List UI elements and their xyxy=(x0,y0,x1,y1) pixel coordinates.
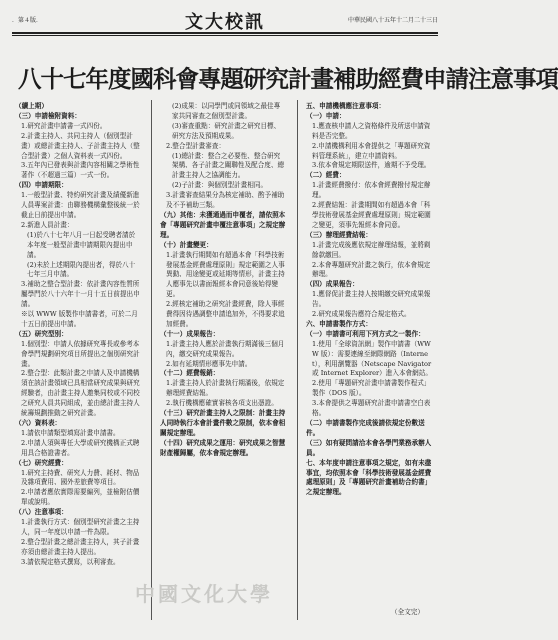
article-paragraph: 2.經核定補助之研究計畫經費，除人事經費得因待遇調整申請追加外，不得要求追加經費。 xyxy=(166,300,285,328)
article-paragraph: 1.應督促計畫主持人按期繳交研究成果報告。 xyxy=(312,290,431,309)
article-paragraph: 2.如有延期情形應事先申請。 xyxy=(166,359,252,368)
article-paragraph: 2.本會專題研究計畫之執行，依本會規定辦理。 xyxy=(312,260,431,279)
article-column-1 xyxy=(15,102,141,622)
article-paragraph: 1.請依申請類型填寫計畫申請書。 xyxy=(21,428,120,437)
article-paragraph: (2)子計畫：與個別型計畫相同。 xyxy=(172,181,268,190)
article-paragraph: 1.計畫經費撥付：依本會經費撥付規定辦理。 xyxy=(312,181,431,200)
article-paragraph: 2.申請機構利用本會提供之「專題研究資料管理系統」，建立申請資料。 xyxy=(312,141,431,160)
article-paragraph: （七）研究經費： xyxy=(15,458,68,467)
article-paragraph: （十一）成果報告： xyxy=(160,329,220,338)
article-paragraph: 六、申請書製作方式： xyxy=(306,319,372,328)
article-paragraph: (2)未於上述期限內提出者，得於八十七年三月申請。 xyxy=(27,260,136,279)
column-divider xyxy=(151,100,152,620)
article-paragraph: （三）辦理經費結報： xyxy=(306,230,372,239)
article-paragraph: (1)於八十七年八月一日起受聘者請於本年度一般型計畫申請期限內提出申請。 xyxy=(27,230,136,259)
article-paragraph: 2.整合型計畫審查： xyxy=(166,141,226,150)
article-paragraph: 2.整合型：此類計畫之申請人及申請機構須在該計畫領域已具相當研究成果與研究經驗者，由計畫主持人邀集同校或不同校之研究人員共同組成，並由總計畫主持人統籌規劃推動之研究計畫。 xyxy=(21,369,140,418)
article-paragraph: 七、本年度申請注意事項之規定，如有未盡事宜，均依照本會「科學技術發展基金經費處理原則」及「專題研究計畫補助合約書」之規定辦理。 xyxy=(306,458,432,497)
article-paragraph: 1.計畫完成後應依規定辦理結報，並將剩餘款繳回。 xyxy=(312,240,431,259)
article-paragraph: 1.一般型計畫、特約研究計畫及績優新進人員專案計畫：由聯務機構彙整後統一於截止日前提出申請。 xyxy=(21,191,140,219)
article-paragraph: （三）申請檢附資料： xyxy=(15,111,81,120)
masthead-title: 文大校訊 xyxy=(185,12,265,33)
article-paragraph: （三）如有疑問請洽本會各學門業務承辦人員。 xyxy=(306,438,432,457)
article-paragraph: 1.計畫執行方式：個別型研究計畫之主持人，同一年度以申請一件為限。 xyxy=(21,518,140,536)
article-paragraph: （續上期） xyxy=(15,102,48,110)
article-paragraph: （四）成果報告： xyxy=(306,280,359,289)
article-paragraph: 2.經費結報：計畫期間如有超過本會「科學技術發展基金經費處理原則」規定範圍之變更，須事先報經本會同意。 xyxy=(312,201,431,229)
article-paragraph: 3.補助之整合型計畫：依計畫內容性質所屬學門於八十六年十一月十五日前提出申請。 xyxy=(21,280,140,309)
article-paragraph: （二）經費： xyxy=(306,171,346,180)
article-paragraph: 3.計畫審查結果分為核定補助、酌予補助及不予補助三類。 xyxy=(166,191,285,210)
article-paragraph: 2.執行機構應確實審核各項支出憑證。 xyxy=(166,399,278,408)
article-paragraph: （十二）經費報銷： xyxy=(160,369,220,378)
article-paragraph: 2.研究成果報告應符合規定格式。 xyxy=(312,310,411,319)
article-column-2 xyxy=(160,102,286,622)
article-paragraph: （一）申請： xyxy=(306,111,346,120)
article-paragraph: （八）注意事項： xyxy=(15,508,68,517)
end-mark: （全文完） xyxy=(391,608,424,616)
article-paragraph: 2.整合型計畫之總計畫主持人，其子計畫亦須由總計畫主持人提出。 xyxy=(21,537,140,556)
article-paragraph: 3.五年內已發表與計畫內容相關之學術性著作（不超過三篇）一式一份。 xyxy=(21,161,140,180)
article-paragraph: 1.研究計畫申請書一式四份。 xyxy=(21,121,107,130)
article-paragraph: 3.本會提供之專題研究計畫申請書空白表格。 xyxy=(312,399,431,418)
article-paragraph: 3.依本會規定期限送件，逾期不予受理。 xyxy=(312,161,431,170)
article-paragraph: （四）申請期限： xyxy=(15,181,68,190)
article-paragraph: ※以 WWW 版製作申請書者，可於二月十五日前提出申請。 xyxy=(21,310,138,328)
article-paragraph: 1.個別型：申請人依據研究專長或參考本會學門規劃研究項目所提出之個別研究計畫。 xyxy=(21,339,140,368)
article-paragraph: （九）其他：未獲通過而申覆者，請依照本會「專題研究計畫申覆注意事項」之規定辦理。 xyxy=(160,210,286,239)
masthead-rule-thin xyxy=(12,35,438,36)
article-paragraph: (3)審查重點：研究計畫之研究目標、研究方法及預期成果。 xyxy=(172,121,281,140)
article-paragraph: (2)成果：以同學門或同領域之最佳專家共同審查之個別型計畫。 xyxy=(172,102,281,120)
page-number: ．第４版． xyxy=(12,17,43,24)
article-paragraph: （二）申請書製作完成後請依規定份數送件。 xyxy=(306,419,425,437)
article-paragraph: （六）資料表： xyxy=(15,419,62,427)
archive-watermark: 中國文化大學 xyxy=(135,582,273,606)
article-paragraph: 2.新進人員計畫： xyxy=(21,220,74,229)
article-paragraph: 1.計畫主持人應於計畫執行期滿後三個月內，繳交研究成果報告。 xyxy=(166,339,285,358)
column-divider xyxy=(297,100,298,620)
article-paragraph: （十四）研究成果之運用：研究成果之智慧財產權歸屬，依本會規定辦理。 xyxy=(160,438,286,457)
masthead-bar xyxy=(12,9,438,31)
article-paragraph: 2.申請人須與專任大學或研究機構正式聘用具合格證書者。 xyxy=(21,438,140,457)
article-paragraph: 3.請依規定格式撰寫，以利審查。 xyxy=(21,557,120,566)
article-paragraph: 1.計畫執行期間如有超過本會「科學技術發展基金經費處理原則」規定範圍之人事異動、用途變更或延期等情形，計畫主持人應事先以書面報經本會同意後始得變更。 xyxy=(166,250,285,299)
article-paragraph: （十三）研究計畫主持人之限制：計畫主持人同時執行本會計畫件數之限制，依本會相關規定辦理。 xyxy=(160,409,286,437)
article-paragraph: （一）申請書可利用下列方式之一製作： xyxy=(306,329,425,338)
masthead-rule-thick xyxy=(12,32,438,34)
article-column-3 xyxy=(306,102,432,622)
article-paragraph: 1.應查核申請人之資格條件及所送申請資料是否完整。 xyxy=(312,121,431,140)
article-paragraph: 2.申請者應依實際需要編列，並檢附估價單或說明。 xyxy=(21,488,140,507)
article-paragraph: 2.計畫主持人、共同主持人（個別型計畫）或總計畫主持人、子計畫主持人（整合型計畫）之個人資料表一式四份。 xyxy=(21,131,140,160)
article-paragraph: 五、申請機構應注意事項： xyxy=(306,102,386,110)
article-headline: 八十七年度國科會專題研究計畫補助經費申請注意事項 xyxy=(18,65,558,93)
article-paragraph: （十）計畫變更： xyxy=(160,240,213,249)
article-paragraph: 1.使用「全球資訊網」製作申請書（WWW 版）：需要連線至網際網路（Internet），利用瀏覽器（Netscape Navigator 或 Internet Explorer）進入本會網站。 xyxy=(312,339,432,378)
article-paragraph: 1.計畫主持人於計畫執行期滿後，依規定辦理經費結報。 xyxy=(166,379,285,398)
issue-date: 中華民國八十五年十二月二十三日 xyxy=(347,17,438,24)
article-paragraph: 2.使用「專題研究計畫申請書製作程式」製作（DOS 版）。 xyxy=(312,379,431,398)
article-paragraph: 1.研究主持費、研究人力費、耗材、物品及雜項費用、國外差旅費等項目。 xyxy=(21,468,140,487)
article-paragraph: （五）研究型別： xyxy=(15,329,68,338)
article-paragraph: (1)總計畫：整合之必要性、整合研究架構、各子計畫之關聯性及配合度、總計畫主持人之協調能力。 xyxy=(172,151,285,180)
